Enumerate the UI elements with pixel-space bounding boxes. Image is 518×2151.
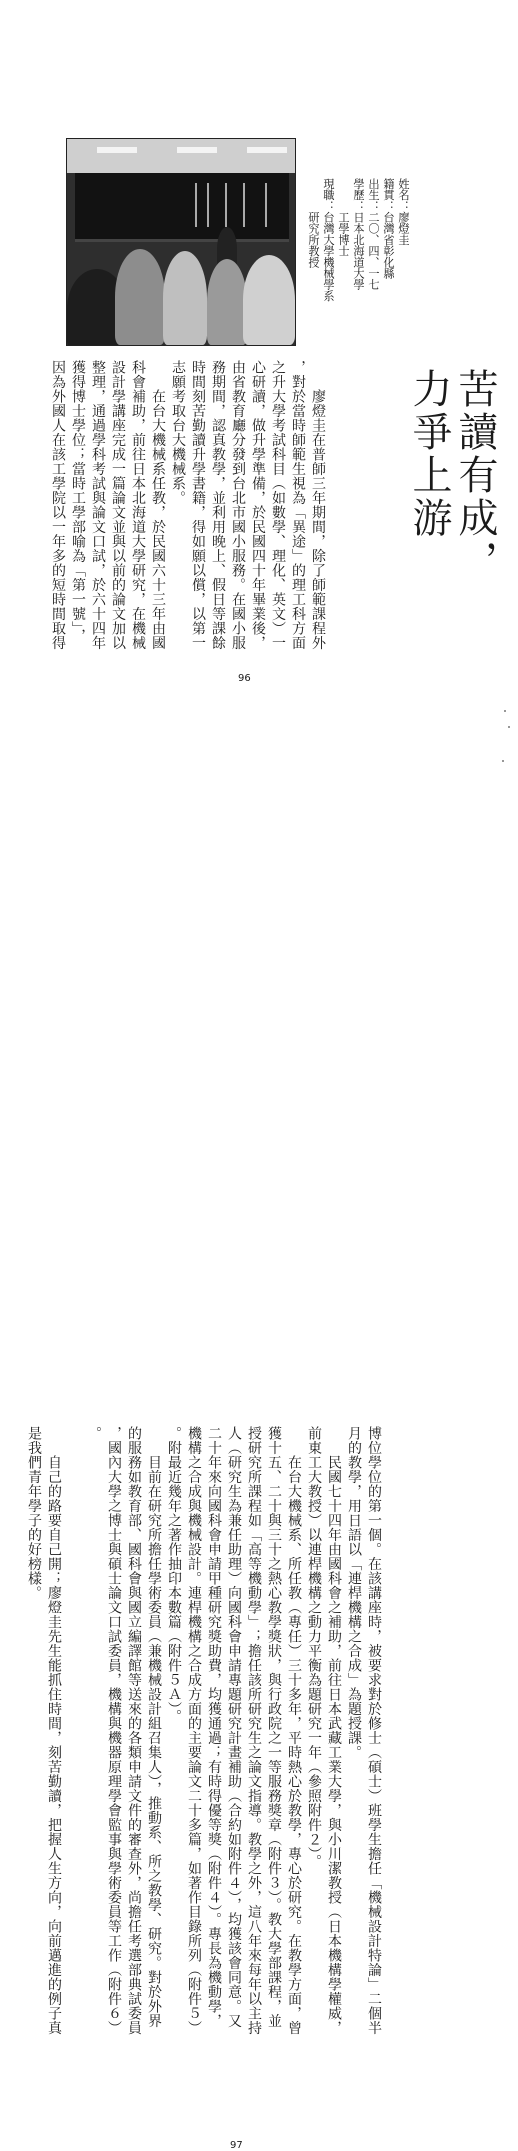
- page-96: [0, 0, 518, 700]
- classroom-photo: [66, 138, 296, 346]
- ceiling: [67, 139, 295, 173]
- article-title: 苦讀有成， 力爭上游: [406, 368, 498, 583]
- article-body-part2: 博位學位的第一個。在該講座時，被要求對於修士（碩士）班學生擔任「機械設計特論」二個半 月的教學，用日語以「連桿機構之合成」為題授課。 民國七十四年由國科會之補助，前往日本武藏工業大學，與小川潔教授（日本機構學權威， 前東工大教授）以連桿機構之動力平衡為題研究一年（參照附件２）。 在台大機械系、所任教（專任）三十多年，平時熱心於教學，專心於研究。在教學方面，曾 獲十五、二十與三十之熱心教學獎狀，與行政院之一等服務獎章（附件３）。教大學部課程，並 授研究所課程如「高等機動學」；擔任該所研究生之論文指導。教學之外，這八年來每年以主持 人（研究生為兼任助理）向國科會申請專題研究計畫補助（合約如附件４），均獲該會同意。又 二十年來向國科會申請甲種研究獎助費，均獲通過；有時得優等獎（附件４）。專長為機動學， 機構之合成與機械設計。連桿機構之合成方面的主要論文二十多篇，如著作目錄所列（附件５） 。附最近幾年之著作抽印本數篇（附件５Ａ）。 目前在研究所擔任學術委員（兼機械設計組召集人），推動系、所之教學、研究。對於外界 的服務如教育部、國科會與國立編譯館等送來的各類申請文件的審查外，尚擔任考選部典試委員 ，國內大學之博士與碩士論文口試委員，機構與機器原理學會監事與學術委員等工作（附件６） 。 自己的路要自己開；廖燈圭先生能抓住時間，刻苦勤讀，把握人生方向，向前邁進的例子真 是我們青年學子的好榜樣。: [26, 1426, 382, 2035]
- page-97: [0, 700, 518, 2151]
- student: [207, 259, 247, 345]
- profile-caption: 姓名：廖燈圭 籍貫：台灣省彰化縣 出生：二〇、四、一七 學歷：日本北海道大學 工學博士 現職：台灣大學機械學系 研究所教授: [307, 178, 410, 302]
- page-number: 96: [238, 673, 251, 684]
- blackboard: [75, 173, 289, 242]
- page-number: 97: [230, 2140, 243, 2151]
- student: [243, 255, 295, 345]
- student: [115, 249, 165, 345]
- student: [163, 251, 207, 345]
- article-body-part1: 廖燈圭在普師三年期間，除了師範課程外 ，對於當時師範生視為「異途」的理工科方面 之升大學考試科目（如數學、理化、英文）一 心研讀，做升學準備，於民國四十年畢業後， 由省教育廳分發到台北市國小服務。在國小服 務期間，認真教學，並利用晚上、假日等課餘 時間刻苦勤讀升學書籍，得如願以償，以第一 志願考取台大機械系。 在台大機械系任教，於民國六十三年由國 科會補助，前往日本北海道大學研究，在機械 設計學講座完成一篇論文並與以前的論文加以 整理，通過學科考試與論文口試，於六十四年 獲得博士學位；當時工學部喻為「第一號」， 因為外國人在該工學院以一年多的短時間取得: [50, 360, 326, 650]
